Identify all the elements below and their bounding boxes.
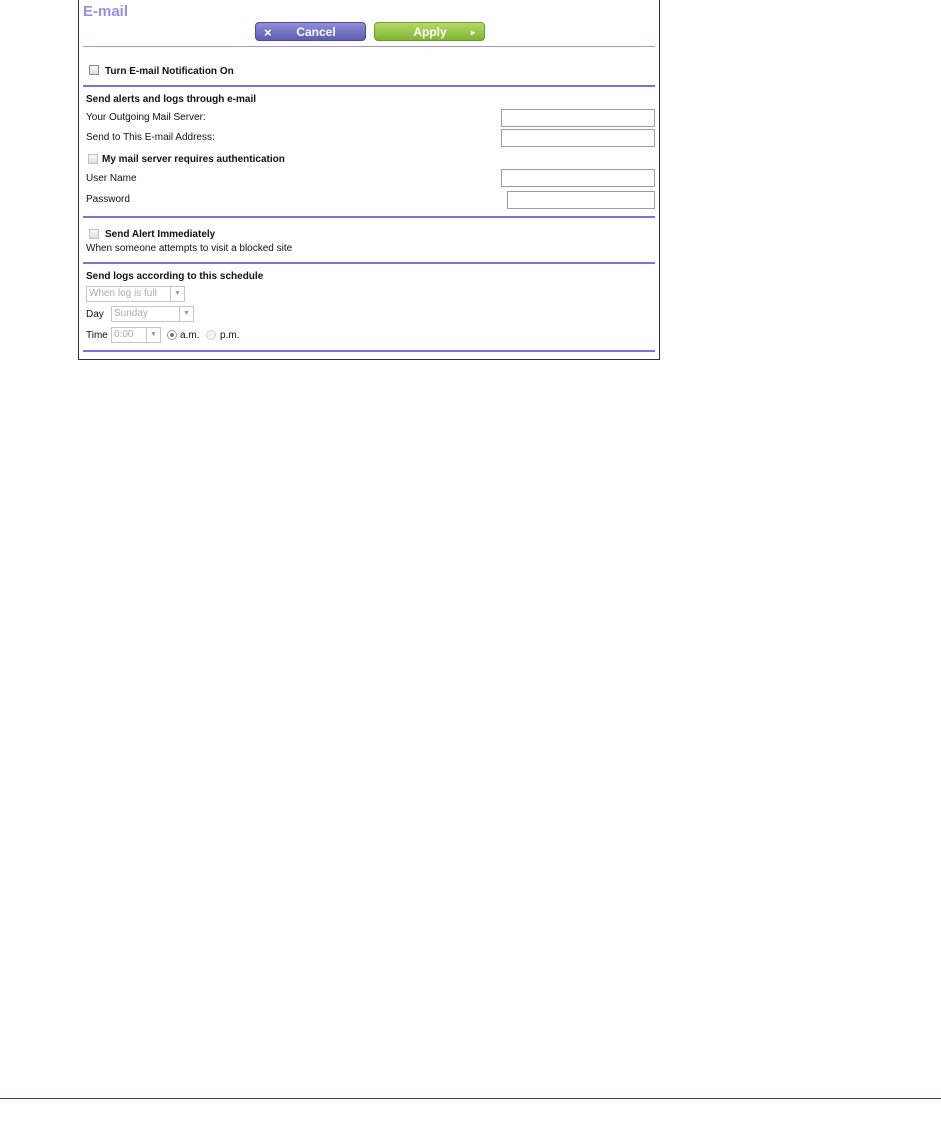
send-to-address-label: Send to This E-mail Address: <box>86 132 215 143</box>
divider <box>83 216 655 218</box>
chevron-down-icon: ▼ <box>179 307 193 321</box>
day-value: Sunday <box>114 308 148 319</box>
pm-label: p.m. <box>220 330 240 341</box>
divider <box>83 350 655 352</box>
password-label: Password <box>86 194 130 205</box>
day-label: Day <box>86 309 104 320</box>
email-notification-label: Turn E-mail Notification On <box>105 66 234 77</box>
send-alert-description: When someone attempts to visit a blocked site <box>86 243 293 254</box>
outgoing-server-input[interactable] <box>501 109 655 127</box>
apply-button[interactable] <box>374 22 485 41</box>
schedule-heading: Send logs according to this schedule <box>86 271 264 282</box>
cancel-button-label: Cancel <box>296 25 336 39</box>
time-label: Time <box>86 330 108 341</box>
alerts-section-heading: Send alerts and logs through e-mail <box>86 94 257 105</box>
pm-radio[interactable] <box>206 330 216 340</box>
divider <box>83 262 655 264</box>
email-notification-checkbox[interactable] <box>89 65 99 75</box>
day-select[interactable] <box>111 306 194 322</box>
email-settings-panel <box>78 0 660 360</box>
time-value: 0:00 <box>114 329 134 340</box>
log-frequency-value: When log is full <box>89 288 157 299</box>
auth-required-label: My mail server requires authentication <box>102 154 285 165</box>
chevron-down-icon: ▼ <box>146 328 160 342</box>
send-alert-immediately-label: Send Alert Immediately <box>105 229 216 240</box>
page-title: E-mail <box>83 3 129 20</box>
password-input[interactable] <box>507 191 655 209</box>
divider <box>83 46 655 47</box>
log-frequency-select[interactable] <box>86 286 185 302</box>
chevron-down-icon: ▼ <box>170 287 184 301</box>
outgoing-server-label: Your Outgoing Mail Server: <box>86 112 206 123</box>
arrow-right-icon: ▸ <box>470 28 475 37</box>
close-icon: × <box>264 25 272 40</box>
send-alert-immediately-checkbox[interactable] <box>89 229 99 239</box>
username-input[interactable] <box>501 169 655 187</box>
username-label: User Name <box>86 173 137 184</box>
divider <box>83 85 655 87</box>
auth-required-checkbox[interactable] <box>88 154 98 164</box>
send-to-address-input[interactable] <box>501 129 655 147</box>
am-label: a.m. <box>180 330 200 341</box>
page-footer-rule <box>0 1098 941 1099</box>
time-select[interactable] <box>111 327 161 343</box>
am-radio[interactable] <box>167 330 177 340</box>
cancel-button[interactable] <box>255 22 366 41</box>
apply-button-label: Apply <box>413 25 447 39</box>
